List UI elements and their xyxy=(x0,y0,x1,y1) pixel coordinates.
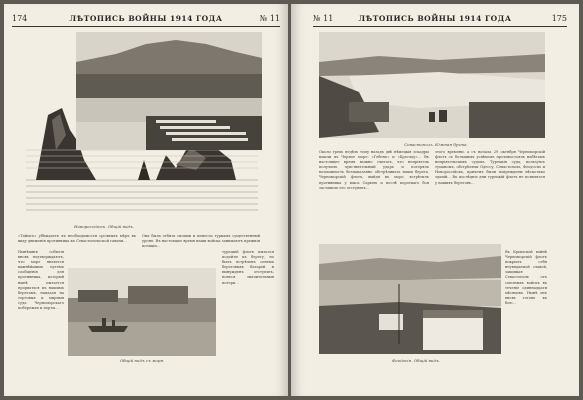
left-header-rule xyxy=(12,26,280,27)
right-text-bottom: Въ Крымской войнѣ Черноморскій флотъ покрылъ себя неувядаемой славой, защищая Севастополь отъ союзныхъ войскъ въ теченіе одиннадцати мѣсяцевъ. Нынѣ онъ вновь готовъ къ бою… xyxy=(505,250,547,305)
right-top-caption: Севастополь. Южная бухта. xyxy=(404,142,468,147)
right-page-header-title: ЛѢТОПИСЬ ВОЙНЫ 1914 ГОДА xyxy=(358,14,512,23)
left-harbor-photo xyxy=(76,32,262,150)
right-text-left: Около трехъ недѣль тому назадъ двѣ нѣмецкія эскадры вошли въ Черное море: «Гебенъ» и «Бреслау»… Въ настоящее время можно считать, что непріятель получилъ чувствительный ударъ и потерялъ возможность безнаказанно обстрѣливать наши берега. Черноморскій флотъ, выйдя въ море, встрѣтилъ противника у мыса Сарычъ и послѣ короткаго боя заставилъ его отступить… xyxy=(319,150,429,190)
right-page-issue: № 11 xyxy=(313,14,334,23)
left-page-number: 174 xyxy=(12,14,28,23)
right-page-header xyxy=(291,14,579,26)
left-page xyxy=(4,4,288,396)
left-sea-photo xyxy=(68,268,216,356)
right-text-right: этого времени, а съ начала 29 октября Черноморскій флотъ съ большимъ успѣхомъ противостоялъ набѣгамъ непріятельскихъ судовъ. Турецкія суда, пользуясь туманомъ, обстрѣляли Одессу, Севастополь, Феодосію и Новороссійскъ, причемъ были повреждены нѣсколько зданій… Въ послѣдніе дни турецкій флотъ не появлялся у нашихъ береговъ… xyxy=(435,150,545,185)
left-text-d: турецкій флотъ пытался подойти къ берегу, но былъ встрѣченъ огнемъ береговыхъ батарей и вынужденъ отступить, понеся значительныя потери… xyxy=(222,250,274,285)
right-page-number: 175 xyxy=(551,14,567,23)
left-page-issue: № 11 xyxy=(259,14,280,23)
right-header-rule xyxy=(313,26,567,27)
right-town-photo xyxy=(319,244,501,354)
right-page xyxy=(291,4,579,396)
left-page-header xyxy=(4,14,288,26)
left-text-c: Нынѣшнія событія вновь подтверждаютъ, что море является важнѣйшимъ путемъ сообщенія для противника, который нынѣ пытается прорваться къ нашимъ берегамъ, нападая на торговыя и мирныя суда Черноморскаго побережья и порты… xyxy=(18,250,64,311)
right-bay-photo xyxy=(319,32,545,138)
left-bottom-caption: Общій видъ съ моря. xyxy=(119,358,165,363)
left-page-header-title: ЛѢТОПИСЬ ВОЙНЫ 1914 ГОДА xyxy=(69,14,223,23)
left-text-a: «Таймсъ» убѣждаетъ въ необходимости срочныхъ мѣръ въ виду движенія противника къ Севастопольской гавани… xyxy=(18,234,136,244)
left-top-caption: Новороссійскъ. Общій видъ. xyxy=(73,224,134,229)
right-bottom-caption: Феодосія. Общій видъ. xyxy=(392,358,440,363)
left-text-b: Она была отбита своими и нанесла туркамъ существенный уронъ. Въ настоящее время наши войска занимаютъ прежнія позиціи… xyxy=(142,234,260,248)
